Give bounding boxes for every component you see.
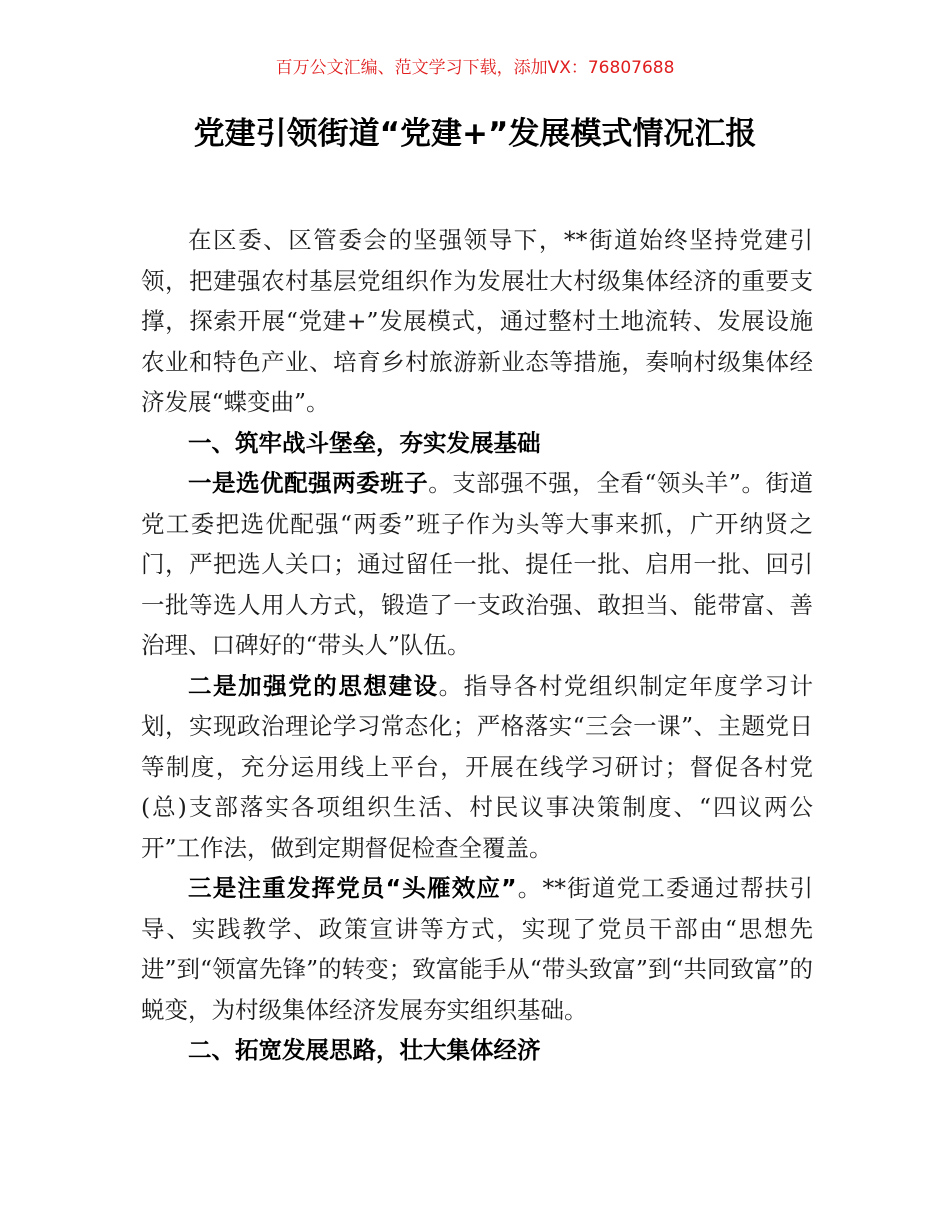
body-paragraph-1 — [141, 463, 813, 666]
paragraph-text: 。**街道党工委通过帮扶引导、实践教学、政策宣讲等方式，实现了党员干部由“思想先进”到“领富先锋”的转变；致富能手从“带头致富”到“共同致富”的蜕变，为村级集体经济发展夯实组织基础。 — [141, 874, 813, 1024]
paragraph-text: 。支部强不强，全看“领头羊”。街道党工委把选优配强“两委”班子作为头等大事来抓，广开纳贤之门，严把选人关口；通过留任一批、提任一批、启用一批、回引一批等选人用人方式，锻造了一支政治强、敢担当、能带富、善治理、口碑好的“带头人”队伍。 — [141, 469, 814, 659]
document-title: 党建引领街道“党建+”发展模式情况汇报 — [193, 116, 757, 152]
body-paragraph-2 — [141, 666, 813, 869]
body-paragraph-3 — [141, 868, 813, 1030]
intro-paragraph: 在区委、区管委会的坚强领导下，**街道始终坚持党建引领，把建强农村基层党组织作为发展壮大村级集体经济的重要支撑，探索开展“党建+”发展模式，通过整村土地流转、发展设施农业和特色产业、培育乡村旅游新业态等措施，奏响村级集体经济发展“蝶变曲”。 — [141, 226, 813, 416]
document-body — [141, 220, 813, 1071]
paragraph-lead: 三是注重发挥党员“头雁效应” — [188, 874, 517, 902]
watermark-banner: 百万公文汇编、范文学习下载，添加VX：76807688 — [275, 58, 675, 78]
paragraph-lead: 一是选优配强两委班子 — [188, 469, 429, 497]
paragraph-text: 。指导各村党组织制定年度学习计划，实现政治理论学习常态化；严格落实“三会一课”、主题党日等制度，充分运用线上平台，开展在线学习研讨；督促各村党(总)支部落实各项组织生活、村民议事决策制度、“四议两公开”工作法，做到定期督促检查全覆盖。 — [141, 671, 813, 862]
paragraph-lead: 二是加强党的思想建设 — [188, 671, 439, 700]
section-heading-2: 二、拓宽发展思路，壮大集体经济 — [188, 1036, 541, 1064]
section-heading-1: 一、筑牢战斗堡垒，夯实发展基础 — [188, 428, 541, 457]
